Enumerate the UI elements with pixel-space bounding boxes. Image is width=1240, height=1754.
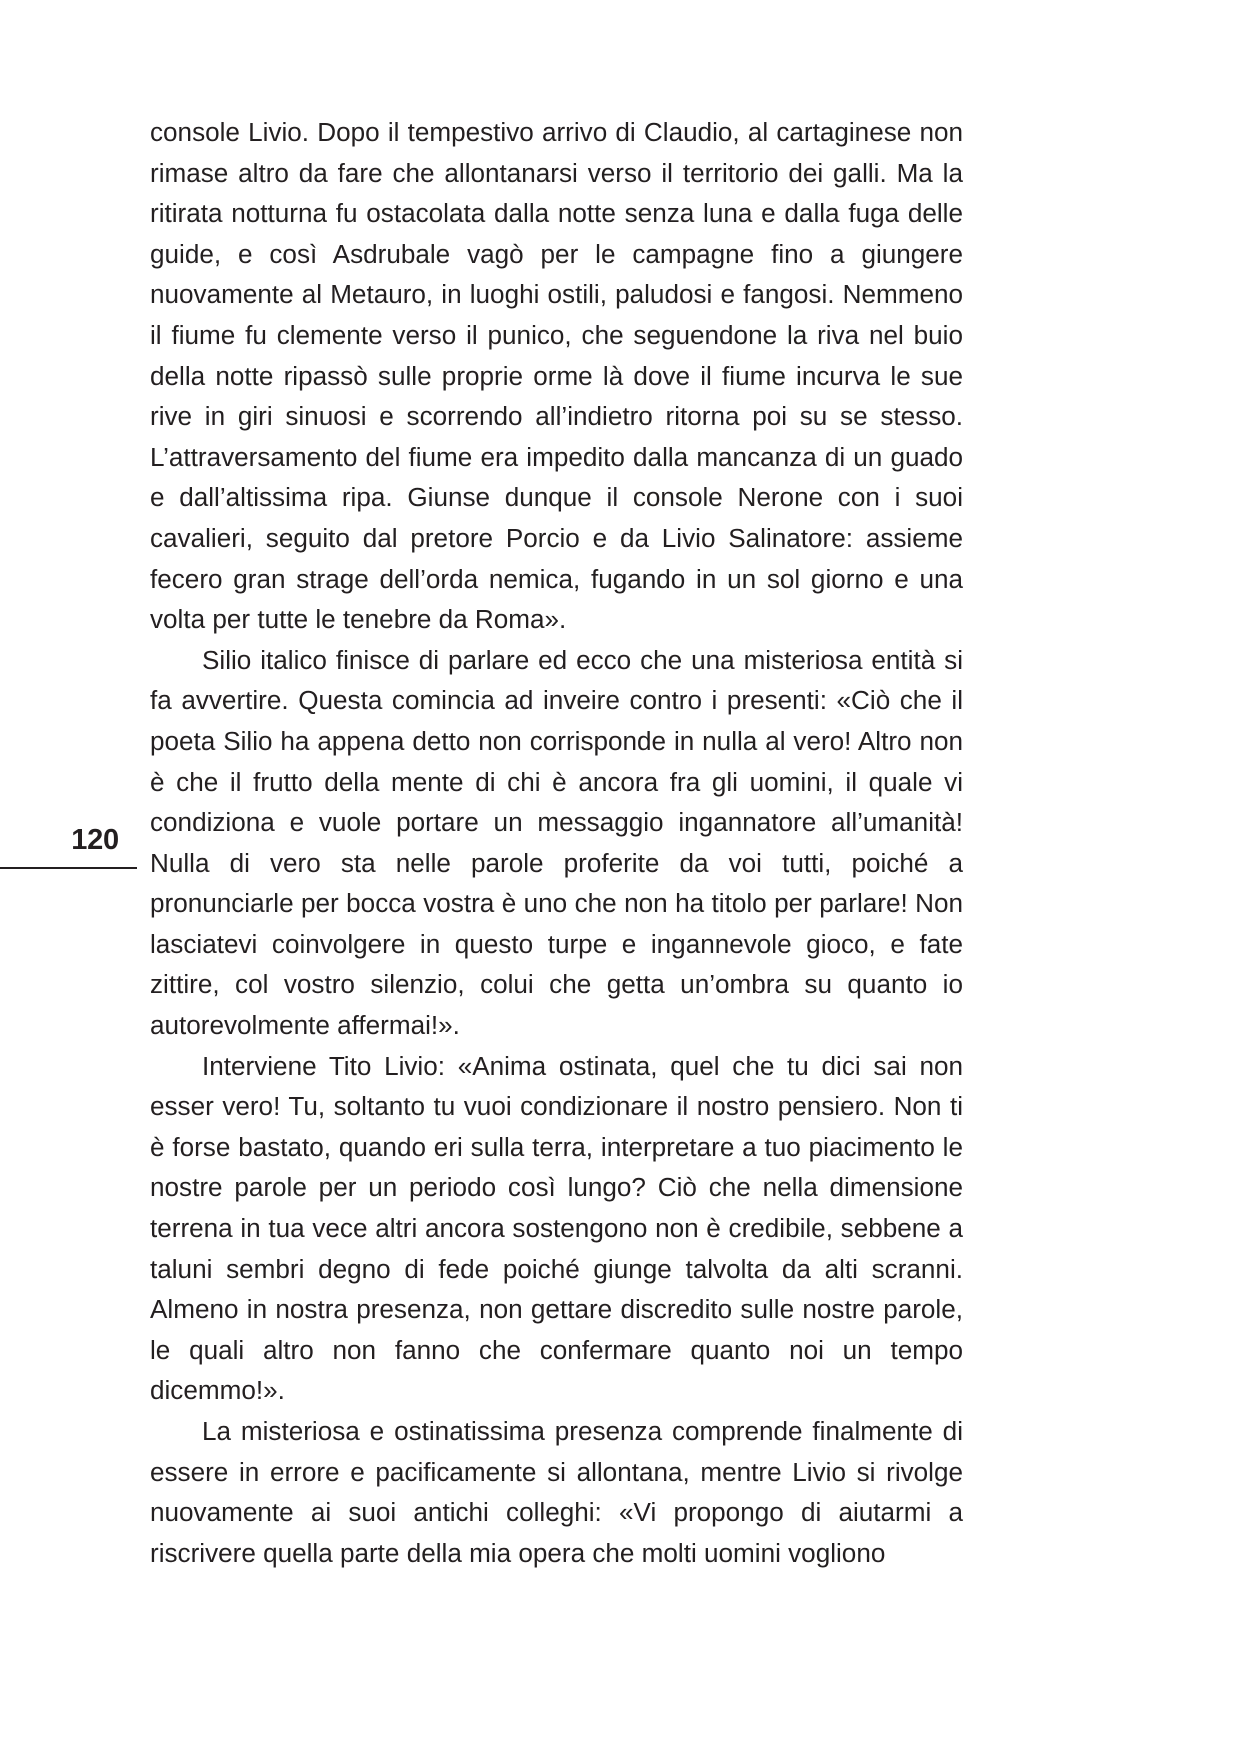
body-text-column [150, 112, 963, 1573]
paragraph-continuation: console Livio. Dopo il tempestivo arrivo di Claudio, al cartaginese non rimase altro da fare che allontanarsi verso il territorio dei galli. Ma la ritirata notturna fu ostacolata dalla notte senza luna e dalla fuga delle guide, e così Asdrubale vagò per le campagne fino a giungere nuovamente al Metauro, in luoghi ostili, paludosi e fangosi. Nemmeno il fiume fu clemente verso il punico, che seguendone la riva nel buio della notte ripassò sulle proprie orme là dove il fiume incurva le sue rive in giri sinuosi e scorrendo all’indietro ritorna poi su se stesso. L’attraversamento del fiume era impedito dalla mancanza di un guado e dall’altissima ripa. Giunse dunque il console Nerone con i suoi cavalieri, seguito dal pretore Porcio e da Livio Salinatore: assieme fecero gran strage dell’orda nemica, fugando in un sol giorno e una volta per tutte le tenebre da Roma». [150, 117, 963, 635]
paragraph-silio: Silio italico finisce di parlare ed ecco che una misteriosa entità si fa avvertire. Questa comincia ad inveire contro i presenti: «Ciò che il poeta Silio ha appena detto non corrisponde in nulla al vero! Altro non è che il frutto della mente di chi è ancora fra gli uomini, il quale vi condiziona e vuole portare un messaggio ingannatore all’umanità! Nulla di vero sta nelle parole proferite da voi tutti, poiché a pronunciarle per bocca vostra è uno che non ha titolo per parlare! Non lasciatevi coinvolgere in questo turpe e ingannevole gioco, e fate zittire, col vostro silenzio, colui che getta un’ombra su quanto io autorevolmente affermai!». [150, 644, 963, 1041]
paragraph-finale: La misteriosa e ostinatissima presenza comprende finalmente di essere in errore e pacificamente si allontana, mentre Livio si rivolge nuovamente ai suoi antichi colleghi: «Vi propongo di aiutarmi a riscrivere quella parte della mia opera che molti uomini vogliono [150, 1416, 963, 1568]
folio-block [0, 826, 137, 886]
page-number: 120 [71, 824, 119, 856]
folio-divider-rule [0, 867, 137, 869]
paragraph-livio: Interviene Tito Livio: «Anima ostinata, quel che tu dici sai non esser vero! Tu, soltanto tu vuoi condizionare il nostro pensiero. Non ti è forse bastato, quando eri sulla terra, interpretare a tuo piacimento le nostre parole per un periodo così lungo? Ciò che nella dimensione terrena in tua vece altri ancora sostengono non è credibile, sebbene a taluni sembri degno di fede poiché giunge talvolta da alti scranni. Almeno in nostra presenza, non gettare discredito sulle nostre parole, le quali altro non fanno che confermare quanto noi un tempo dicemmo!». [150, 1050, 963, 1406]
